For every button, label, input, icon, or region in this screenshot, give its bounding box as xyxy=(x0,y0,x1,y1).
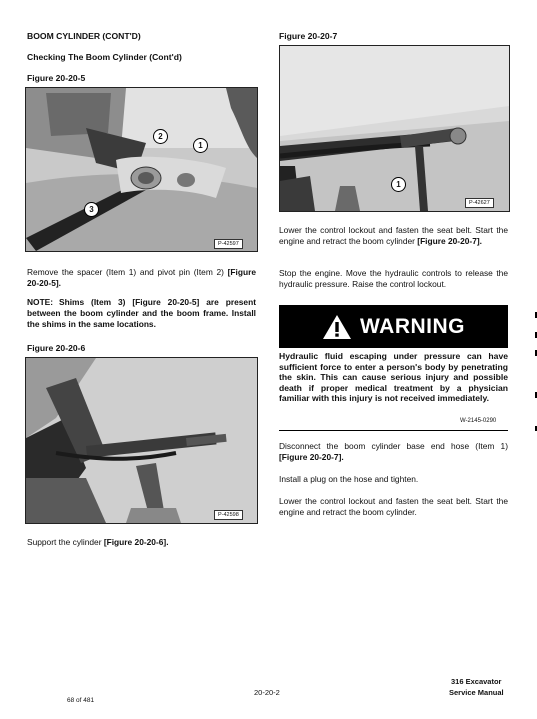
footer-model: 316 Excavator xyxy=(451,677,502,686)
warning-text: Hydraulic fluid escaping under pressure can have sufficient force to enter a person's body by penetrating the skin. This can cause serious injury and possible death if proper medical treatment by a physician familiar with this injury is not received immediately. xyxy=(279,351,508,404)
figure-caption: Figure 20-20-5 xyxy=(27,73,86,83)
photo-number: P-42627 xyxy=(465,198,494,208)
figure-caption: Figure 20-20-6 xyxy=(27,343,86,353)
callout-2: 2 xyxy=(153,129,168,144)
warning-title: WARNING xyxy=(360,314,465,338)
warning-banner xyxy=(279,305,508,348)
page-code: 20-20-2 xyxy=(254,688,280,697)
paragraph-disconnect-hose: Disconnect the boom cylinder base end hose (Item 1) [Figure 20-20-7]. xyxy=(279,441,508,462)
figure-20-20-5-photo xyxy=(25,87,258,252)
page-count: 68 of 481 xyxy=(67,697,95,704)
paragraph-retract-cylinder: Lower the control lockout and fasten the seat belt. Start the engine and retract the boom cylinder. xyxy=(279,496,508,517)
note-label: NOTE: xyxy=(27,297,54,307)
subsection-title: Checking The Boom Cylinder (Cont'd) xyxy=(27,52,182,62)
paragraph-stop-engine: Stop the engine. Move the hydraulic controls to release the hydraulic pressure. Raise the control lockout. xyxy=(279,268,508,289)
photo-number: P-42598 xyxy=(214,510,243,520)
warning-divider xyxy=(279,430,508,431)
warning-code: W-2145-0290 xyxy=(460,418,497,424)
callout-3: 3 xyxy=(84,202,99,217)
paragraph-install-plug: Install a plug on the hose and tighten. xyxy=(279,474,419,484)
photo-number: P-42597 xyxy=(214,239,243,249)
note-text: Shims (Item 3) [Figure 20-20-5] are present between the boom cylinder and the boom frame. Install the shims in the same locations. xyxy=(27,297,256,329)
figure-20-20-6-photo xyxy=(25,357,258,524)
note xyxy=(27,297,256,330)
callout-1: 1 xyxy=(193,138,208,153)
paragraph-lower-lockout: Lower the control lockout and fasten the seat belt. Start the engine and retract the boom cylinder [Figure 20-20-7]. xyxy=(279,225,508,246)
paragraph-support-cylinder: Support the cylinder [Figure 20-20-6]. xyxy=(27,537,169,547)
footer-manual: Service Manual xyxy=(449,688,504,697)
warning-triangle-icon xyxy=(322,314,352,340)
figure-20-20-7-photo xyxy=(279,45,510,212)
figure-caption: Figure 20-20-7 xyxy=(279,31,338,41)
section-title: BOOM CYLINDER (CONT'D) xyxy=(27,31,141,41)
callout-1: 1 xyxy=(391,177,406,192)
paragraph-remove-spacer: Remove the spacer (Item 1) and pivot pin (Item 2) [Figure 20-20-5]. xyxy=(27,267,257,288)
